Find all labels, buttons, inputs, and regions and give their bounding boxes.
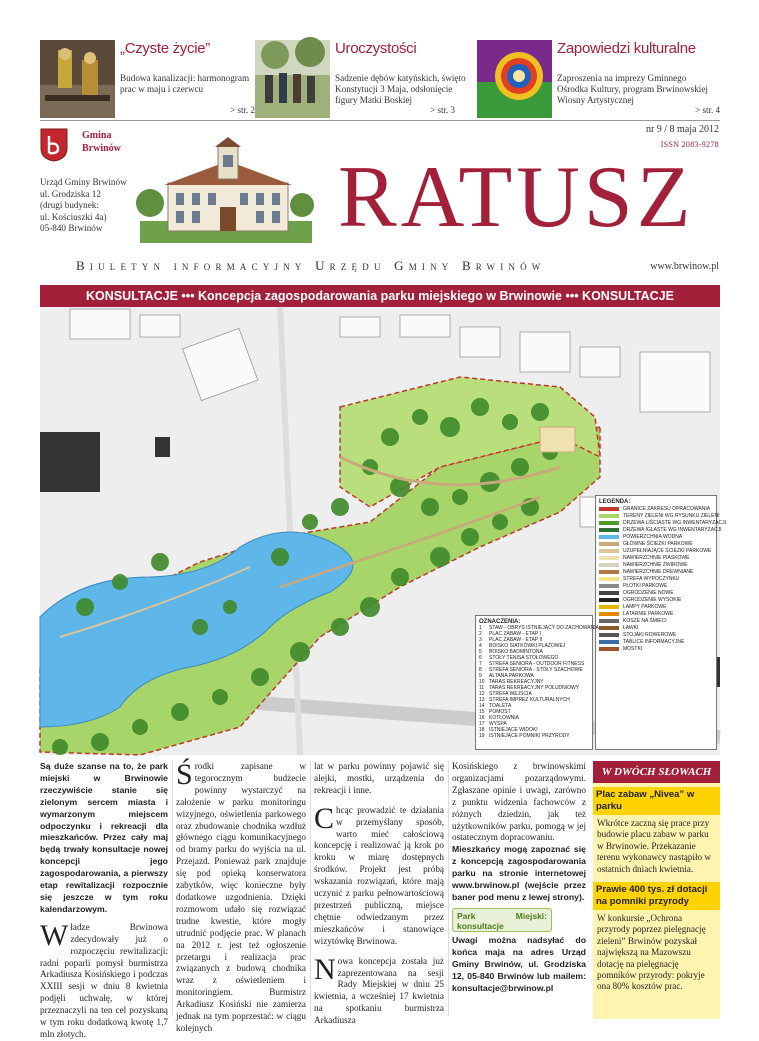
key-item: [479, 733, 589, 739]
masthead-title: RATUSZ: [338, 149, 695, 246]
legend-label: OGRODZENIE NOWE: [623, 589, 674, 596]
legend-swatch: [599, 647, 619, 651]
paragraph-text: owa koncepcja została już zaprezentowana na sesji Rady Miejskiej w dniu 25 kwietnia, a wcześniej 17 kwietnia na spotkaniu burmistrza Arkadiusza: [314, 955, 444, 1026]
contact-info: Uwagi można nadsyłać do końca maja na adres Urząd Gminy Brwinów, ul. Grodziska 12, 05-840 Brwinów lub mailem: konsultacje@brwinow.pl: [452, 934, 586, 993]
address-line: ul. Kościuszki 4a): [40, 211, 107, 222]
town-hall-illustration: [140, 143, 312, 243]
key-number: 7: [479, 661, 482, 667]
key-label: BOISKO SIATKÓWKI PLAŻOWEJ: [489, 643, 566, 649]
legend-label: STOJAKI ROWEROWE: [623, 631, 677, 638]
legend-swatch: [599, 612, 619, 616]
key-label: ISTNIEJĄCE POMNIKI PRZYRODY: [489, 733, 570, 739]
key-label: STOŁY TENISA STOŁOWEGO: [489, 655, 559, 661]
workers-photo: [40, 40, 115, 118]
drop-cap: N: [314, 952, 336, 986]
legend-item: [599, 645, 713, 652]
legend-label: TABLICE INFORMACYJNE: [623, 638, 685, 645]
legend-item: [599, 519, 726, 526]
legend-swatch: [599, 556, 619, 560]
key-label: STREFA SENIORA - STOŁY SZACHOWE: [489, 667, 583, 673]
legend-item: [599, 617, 713, 624]
key-number: 13: [479, 697, 485, 703]
key-number: 16: [479, 715, 485, 721]
gmina-line: Gmina: [82, 130, 112, 141]
gmina-line: Brwinów: [82, 143, 121, 154]
legend-swatch: [599, 626, 619, 630]
column-divider: [310, 761, 311, 1016]
teaser-text: Sadzenie dębów katyńskich, święto Konstytucji 3 Maja, odsłonięcie figury Matki Boskiej: [335, 73, 466, 105]
legend-swatch: [599, 598, 619, 602]
teaser-uroczystosci[interactable]: [255, 40, 466, 118]
key-number: 1: [479, 625, 482, 631]
legend-label: DRZEWA IGLASTE WG INWENTARYZACJI: [623, 526, 722, 533]
sidebar-text: W konkursie „Ochrona przyrody poprzez pielęgnację zieleni” Brwinów pozyskał największą na Mazowszu dotację na pielęgnację pomników przyrody: pokryje ona 80% kosztów prac.: [597, 913, 706, 992]
key-label: STREFA WEJŚCIA: [489, 691, 532, 697]
gmina-name: [82, 129, 121, 155]
article-paragraph: [40, 918, 168, 1041]
key-label: PLAC ZABAW - ETAP I: [489, 631, 541, 637]
legend-label: NAWIERZCHNIE DREWNIANE: [623, 568, 694, 575]
legend-item: [599, 505, 713, 512]
drop-cap: W: [40, 918, 69, 952]
sidebar-heading: Plac zabaw „Nivea” w parku: [593, 787, 720, 815]
teaser-page-ref[interactable]: > str. 2: [230, 105, 255, 115]
article-paragraph: [314, 952, 444, 1027]
coat-of-arms-icon: [40, 128, 68, 162]
teaser-title: Zapowiedzi kulturalne: [557, 40, 696, 57]
article-paragraph: [176, 758, 306, 1035]
teaser-page-ref[interactable]: > str. 4: [695, 105, 720, 115]
teaser-title: „Czyste życie”: [120, 40, 210, 57]
legend-label: STREFA WYPOCZYNKU: [623, 575, 680, 582]
key-number: 6: [479, 655, 482, 661]
legend-swatch: [599, 605, 619, 609]
legend-swatch: [599, 528, 619, 532]
legend-label: LATARNIE PARKOWE: [623, 610, 674, 617]
office-address: [40, 177, 127, 235]
header-divider: [40, 120, 720, 121]
key-label: WYSPA: [489, 721, 507, 727]
teaser-strip: [40, 40, 720, 118]
legend-label: OGRODZENIE WYSOKIE: [623, 596, 682, 603]
issue-number: nr 9 / 8 maja 2012: [645, 124, 719, 135]
key-number: 17: [479, 721, 485, 727]
legend-item: [599, 589, 713, 596]
website-info: Mieszkańcy mogą zapoznać się z koncepcją zagospodarowania parku na stronie internetowej www.brwinow.pl (wejście przez baner pod menu z lewej strony).: [452, 844, 586, 902]
key-number: 9: [479, 673, 482, 679]
legend-swatch: [599, 577, 619, 581]
key-label: PLAC ZABAW - ETAP II: [489, 637, 543, 643]
legend-swatch: [599, 507, 619, 511]
article-paragraph: Kosińskiego z brwinowskimi organizacjami pozarządowymi. Zgłaszane opinie i uwagi, zarówno z punktu widzenia fachowców z różnych dziedzin, jak też użytkowników parku, pomogą w jej ostatecznym dopracowaniu.: [452, 761, 586, 843]
key-number: 14: [479, 703, 485, 709]
sidebar-title: W DWÓCH SŁOWACH: [593, 761, 720, 783]
key-label: STAW - OBRYS ISTNIEJĄCY DO ZACHOWANIA: [489, 625, 599, 631]
legend-swatch: [599, 563, 619, 567]
key-number: 19: [479, 733, 485, 739]
legend-label: UZUPEŁNIAJĄCE ŚCIEŻKI PARKOWE: [623, 547, 712, 554]
legend-item: [599, 512, 720, 519]
legend-item: [599, 582, 713, 589]
legend-item: [599, 540, 713, 547]
legend-item: [599, 575, 713, 582]
drop-cap: Ś: [176, 758, 193, 791]
legend-label: LAMPY PARKOWE: [623, 603, 667, 610]
legend-swatch: [599, 640, 619, 644]
art-photo: [477, 40, 552, 118]
legend-list: [599, 505, 726, 652]
key-number: 18: [479, 727, 485, 733]
article-paragraph: lat w parku powinny pojawić się alejki, mostki, urządzenia do rekreacji i inne.: [314, 761, 444, 795]
legend-label: ŁAWKI: [623, 624, 639, 631]
legend-label: POWIERZCHNIA WODNA: [623, 533, 683, 540]
legend-swatch: [599, 535, 619, 539]
legend-label: MOSTKI: [623, 645, 643, 652]
key-label: TARAS REKREACYJNY POŁUDNIOWY: [489, 685, 580, 691]
column-divider: [448, 761, 449, 1016]
legend-item: [599, 547, 713, 554]
key-label: ISTNIEJĄCE WIDOKI: [489, 727, 538, 733]
legend-item: [599, 526, 722, 533]
legend-swatch: [599, 549, 619, 553]
teaser-title: Uroczystości: [335, 40, 417, 57]
key-label: STREFA IMPREZ KULTURALNYCH: [489, 697, 570, 703]
legend-item: [599, 624, 713, 631]
legend-item: [599, 554, 713, 561]
article-paragraph: [314, 801, 444, 948]
legend-item: [599, 568, 713, 575]
sidebar-heading: Prawie 400 tys. zł dotacji na pomniki przyrody: [593, 882, 720, 910]
key-number: 8: [479, 667, 482, 673]
article-column-4: [452, 761, 586, 994]
article-lead: Są duże szanse na to, że park miejski w Brwinowie rzeczywiście stanie się zielonym sercem miasta i wymarzonym miejscem odpoczynku i rekreacji dla mieszkańców. Przez cały maj będą trwały konsultacje nowej koncepcji jego zagospodarowania, a pierwszy etap rewitalizacji rozpocznie się jeszcze w tym roku kalendarzowym.: [40, 761, 168, 914]
legend-item: [599, 603, 713, 610]
legend-swatch: [599, 542, 619, 546]
legend-label: NAWIERZCHNIE PIASKOWE: [623, 554, 690, 561]
article-column-2: [176, 758, 306, 1035]
legend-swatch: [599, 514, 619, 518]
issn: ISSN 2083-9278: [660, 140, 719, 149]
key-title: OZNACZENIA:: [479, 619, 521, 625]
paragraph-text: ładze Brwinowa zdecydowały już o rozpoczęciu rewitalizacji: radni poparli pomysł burmistrza Arkadiusza Kosińskiego i podczas XXIII sesji w dniu 8 kwietnia podjęli uchwałę, w której przeznaczyli na ten cel pozyskaną w tym roku dodatkową kwotę 1,7 mln złotych.: [40, 921, 168, 1039]
key-label: ALTANA PARKOWA: [489, 673, 534, 679]
key-label: TARAS REKREACYJNY: [489, 679, 544, 685]
teaser-zapowiedzi[interactable]: [477, 40, 720, 118]
legend-swatch: [599, 570, 619, 574]
address-line: (drugi budynek:: [40, 200, 99, 210]
teaser-text: Zaproszenia na imprezy Gminnego Ośrodka Kultury, program Brwinowskiej Wiosny Artystycznej: [557, 73, 708, 105]
key-number: 5: [479, 649, 482, 655]
legend-label: DRZEWA LIŚCIASTE WG INWENTARYZACJI: [623, 519, 726, 526]
legend-swatch: [599, 633, 619, 637]
legend-label: GRANICE ZAKRESU OPRACOWANIA: [623, 505, 711, 512]
drop-cap: C: [314, 801, 335, 835]
address-line: 05-840 Brwinów: [40, 223, 103, 233]
article-column-3: [314, 761, 444, 1027]
key-number: 2: [479, 631, 482, 637]
legend-title: LEGENDA:: [599, 499, 631, 505]
key-label: KOTŁOWNIA: [489, 715, 520, 721]
key-number: 4: [479, 643, 482, 649]
legend-item: [599, 533, 713, 540]
legend-swatch: [599, 584, 619, 588]
teaser-czyste-zycie[interactable]: [40, 40, 255, 118]
legend-item: [599, 561, 713, 568]
teaser-text: Budowa kanalizacji: harmonogram prac w maju i czerwcu: [120, 73, 250, 94]
park-consultation-button[interactable]: Park Miejski: konsultacje: [452, 908, 552, 932]
plan-legend: [595, 495, 726, 750]
paragraph-text: hcąc prowadzić te działania w przemyślany sposób, warto mieć całościową koncepcję i realizować ją krok po kroku w miarę dostępnych środków. Projekt jest próbą wskazania rozwiązań, które mają uczynić z parku pełnowartościową przestrzeń publiczną, miejsce chętnie odwiedzanym przez mieszkańców i stanowiące wizytówkę Brwinowa.: [314, 804, 444, 946]
ceremony-photo: [255, 40, 330, 118]
news-sidebar: [593, 761, 720, 1019]
column-divider: [172, 761, 173, 1016]
legend-item: [599, 638, 713, 645]
address-line: ul. Grodziska 12: [40, 188, 101, 199]
teaser-page-ref[interactable]: > str. 3: [430, 105, 455, 115]
legend-label: PŁOTKI PARKOWE: [623, 582, 668, 589]
key-number: 12: [479, 691, 485, 697]
key-label: STREFA SENIORA - OUTDOOR FITNESS: [489, 661, 585, 667]
key-number: 15: [479, 709, 485, 715]
paragraph-text: rodki zapisane w tegorocznym budżecie powinny wystarczyć na założenie w parku monitoringu wizyjnego, oświetlenia parkowego oraz zbudowanie chodnika wzdłuż głównego ciągu komunikacyjnego od bramy parku do wyjścia na ul. Przejazd. Ponieważ park znajduje się pod opieką konserwatora zabytków, więc konieczne były dodatkowe uzgodnienia. Dzięki rozmowom udało się rozwiązać trudne kwestie, które mogły utrudnić podjęcie prac. W planach na 2012 r. jest też ogłoszenie przetargu i realizacja prac związanych z budową chodnika wraz z oświetleniem i monitoringiem. Burmistrz Arkadiusz Kosiński nie zamierza jednak na tym poprzestać: w ciągu kolejnych: [176, 761, 306, 1033]
key-list: [479, 625, 599, 739]
key-number: 10: [479, 679, 485, 685]
legend-label: KOSZE NA ŚMIECI: [623, 617, 667, 624]
article-column-1: [40, 761, 168, 1041]
key-label: BOISKO BADMINTONA: [489, 649, 543, 655]
legend-swatch: [599, 619, 619, 623]
legend-item: [599, 610, 713, 617]
plan-key: [475, 615, 599, 750]
key-label: POMOST: [489, 709, 511, 715]
key-label: TOALETA: [489, 703, 512, 709]
legend-label: GŁÓWNE ŚCIEŻKI PARKOWE: [623, 540, 693, 547]
legend-swatch: [599, 521, 619, 525]
legend-swatch: [599, 591, 619, 595]
key-number: 11: [479, 685, 485, 691]
legend-item: [599, 631, 713, 638]
sidebar-text: Wkrótce zaczną się prace przy budowie placu zabaw w parku w Brwinowie. Przekazanie terenu wykonawcy nastąpiło w ostatnich dniach kwietnia.: [597, 818, 712, 874]
legend-item: [599, 596, 713, 603]
legend-label: TERENY ZIELENI WG RYSUNKU ZIELENI: [623, 512, 720, 519]
address-line: Urząd Gminy Brwinów: [40, 177, 127, 187]
website-link[interactable]: www.brwinow.pl: [650, 261, 719, 272]
masthead-subtitle: Biuletyn informacyjny Urzędu Gminy Brwinów: [76, 258, 546, 273]
key-number: 3: [479, 637, 482, 643]
legend-label: NAWIERZCHNIE ŻWIROWE: [623, 561, 688, 568]
headline-banner: KONSULTACJE ••• Koncepcja zagospodarowania parku miejskiego w Brwinowie ••• KONSULTACJE: [40, 285, 720, 307]
